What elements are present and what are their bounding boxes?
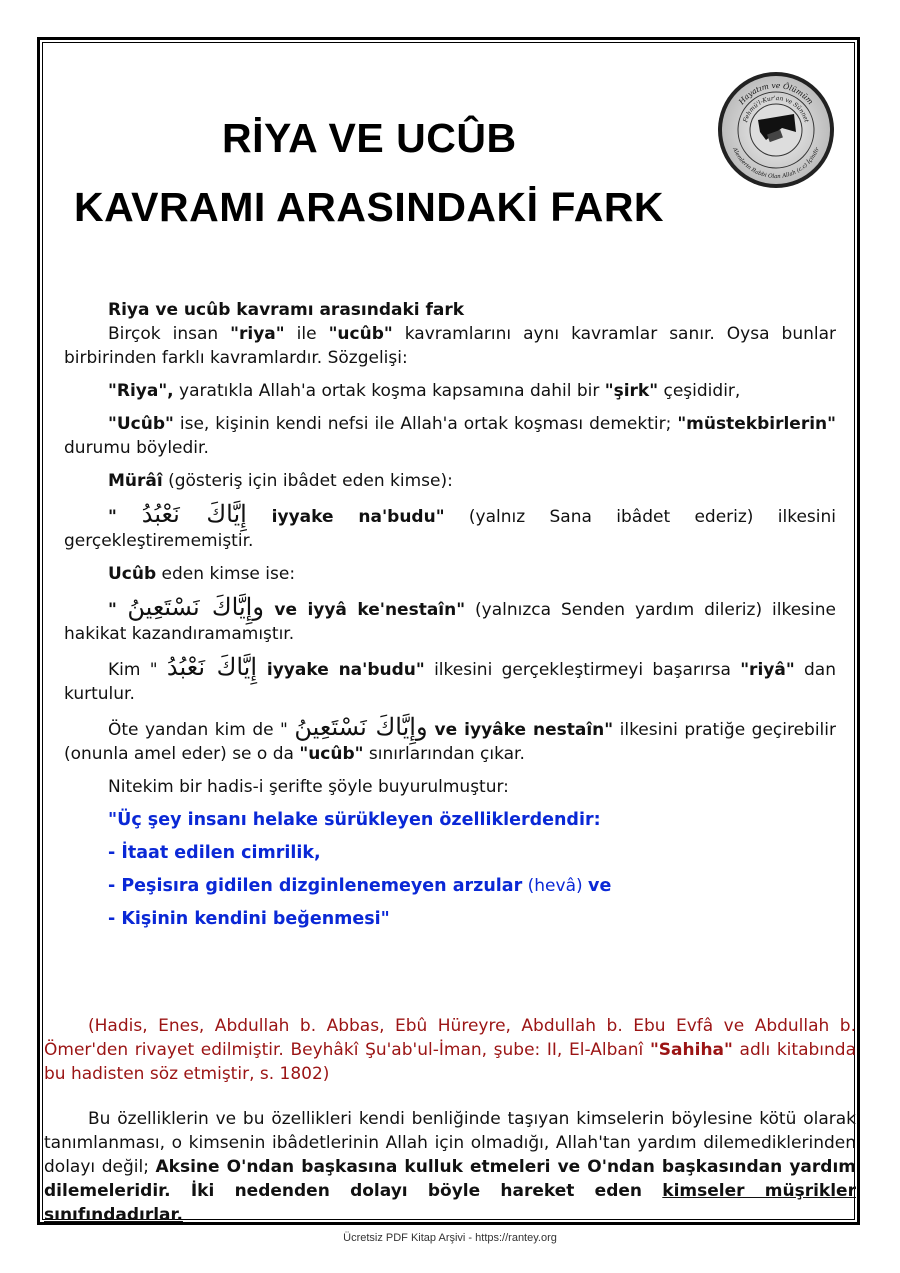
hadith-source-citation: (Hadis, Enes, Abdullah b. Abbas, Ebû Hüreyre, Abdullah b. Ebu Evfâ ve Abdullah b. Ömer'den rivayet edilmiştir. Beyhâkî Şu'ab'ul-İman, şube: II, El-Albanî "Sahiha" adlı kitabında bu hadisten söz etmiştir, s. 1802)	[44, 1016, 856, 1084]
paragraph-nestain: " وإِيَّاكَ نَسْتَعِينُ ve iyyâ ke'nestaîn" (yalnızca Senden yardım dileriz) ilkesine hakikat kazandıramamıştır.	[64, 593, 836, 644]
paragraph-ucub-eden: Ucûb eden kimse ise:	[108, 564, 296, 584]
page-title-line1: RİYA VE UCÛB	[222, 115, 517, 161]
paragraph-nitekim: Nitekim bir hadis-i şerifte şöyle buyurulmuştur:	[108, 777, 509, 797]
footer-note: Ücretsiz PDF Kitap Arşivi - https://rantey.org	[343, 1232, 557, 1244]
svg-text:Alemlerin Rabbi Olan Allah (c.: Alemlerin Rabbi Olan Allah (c.c) İçindir	[731, 146, 821, 180]
svg-text:Fehmü'l-Kur'an ve Sünnet: Fehmü'l-Kur'an ve Sünnet	[742, 94, 810, 124]
paragraph-ucub: "Ucûb" ise, kişinin kendi nefsi ile Allah'a ortak koşması demektir; "müstekbirlerin" durumu böyledir.	[64, 414, 836, 458]
paragraph-intro: Birçok insan "riya" ile "ucûb" kavramlarını aynı kavramlar sanır. Oysa bunlar birbirinden farklı kavramlardır. Sözgelişi:	[64, 324, 836, 368]
circular-seal-logo-icon	[716, 70, 836, 190]
article-body	[64, 298, 836, 931]
closing-paragraph: Bu özelliklerin ve bu özellikleri kendi benliğinde taşıyan kimselerin böylesine kötü olarak tanımlanması, o kimsenin ibâdetlerinin Allah için olmadığı, Allah'tan yardım dilemediklerinden dolayı değil; Aksine O'ndan başkasına kulluk etmeleri ve O'ndan başkasından yardım dilemeleridir. İki nedenden dolayı böyle hareket eden kimseler müşrikler sınıfındadırlar.	[44, 1109, 856, 1225]
svg-text:Hayatım ve Ölümüm: Hayatım ve Ölümüm	[736, 80, 816, 107]
page-title-line2: KAVRAMI ARASINDAKİ FARK	[74, 184, 665, 230]
paragraph-kim: Kim " إِيَّاكَ نَعْبُدُ iyyake na'budu" ilkesini gerçekleştirmeyi başarırsa "riyâ" dan kurtulur.	[64, 653, 837, 704]
article-heading: Riya ve ucûb kavramı arasındaki fark	[108, 300, 465, 320]
paragraph-riya: "Riya", yaratıkla Allah'a ortak koşma kapsamına dahil bir "şirk" çeşididir,	[108, 381, 741, 401]
hadith-line-4: - Kişinin kendini beğenmesi"	[108, 909, 390, 929]
paragraph-murai: Mürâî (gösteriş için ibâdet eden kimse):	[108, 471, 453, 491]
hadith-line-2: - İtaat edilen cimrilik,	[108, 843, 321, 863]
hadith-line-3: - Peşisıra gidilen dizginlenemeyen arzular (hevâ) ve	[108, 876, 612, 896]
paragraph-iyyake-nabudu: " إِيَّاكَ نَعْبُدُ iyyake na'budu" (yalnız Sana ibâdet ederiz) ilkesini gerçekleştirememiştir.	[64, 500, 836, 551]
paragraph-ote-yandan: Öte yandan kim de " وإِيَّاكَ نَسْتَعِينُ ve iyyâke nestaîn" ilkesini pratiğe geçirebilir (onunla amel eder) se o da "ucûb" sınırlarından çıkar.	[64, 713, 836, 764]
hadith-line-1: "Üç şey insanı helake sürükleyen özelliklerdendir:	[108, 810, 601, 830]
